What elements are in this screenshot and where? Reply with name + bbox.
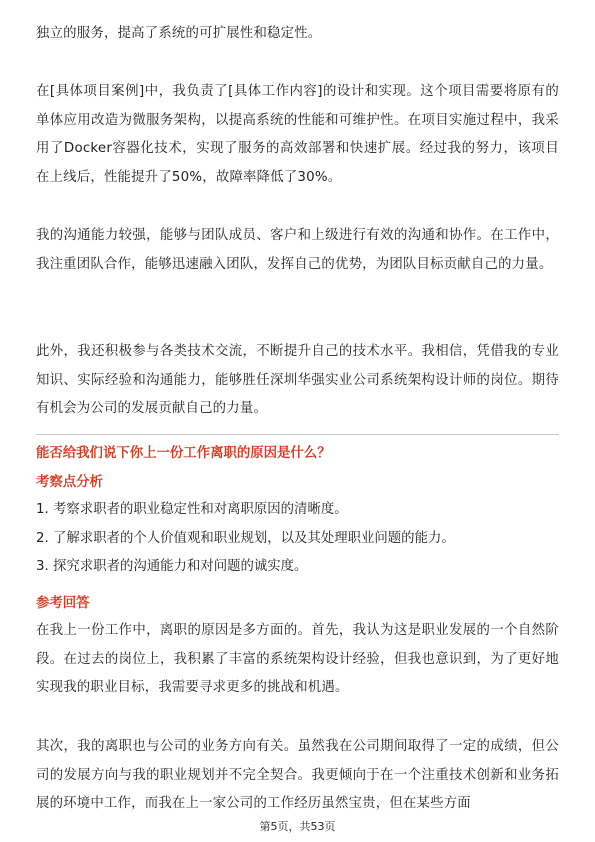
paragraph-closing: 此外，我还积极参与各类技术交流，不断提升自己的技术水平。我相信，凭借我的专业知识、实际经验和沟通能力，能够胜任深圳华强实业公司系统架构设计师的岗位。期待有机会为公司的发展贡献自己的力量。 — [36, 344, 559, 416]
paragraph-architecture-intro: 独立的服务，提高了系统的可扩展性和稳定性。 — [36, 26, 322, 41]
analysis-list — [36, 496, 559, 582]
paragraph-communication: 我的沟通能力较强，能够与团队成员、客户和上级进行有效的沟通和协作。在工作中，我注重团队合作，能够迅速融入团队，发挥自己的优势，为团队目标贡献自己的力量。 — [36, 228, 559, 272]
paragraph-project-case: 在[具体项目案例]中，我负责了[具体工作内容]的设计和实现。这个项目需要将原有的单体应用改造为微服务架构，以提高系统的性能和可维护性。在项目实施过程中，我采用了Docker容器化技术，实现了服务的高效部署和快速扩展。经过我的努力，该项目在上线后，性能提升了50%，故障率降低了30%。 — [36, 84, 559, 185]
list-item: 2. 了解求职者的个人价值观和职业规划，以及其处理职业问题的能力。 — [36, 530, 455, 546]
page-number: 第5页，共53页 — [259, 820, 336, 833]
answer-paragraph-1: 在我上一份工作中，离职的原因是多方面的。首先，我认为这是职业发展的一个自然阶段。在过去的岗位上，我积累了丰富的系统架构设计经验，但我也意识到，为了更好地实现我的职业目标，我需要寻求更多的挑战和机遇。 — [36, 623, 559, 695]
list-item: 1. 考察求职者的职业稳定性和对离职原因的清晰度。 — [36, 502, 348, 517]
analysis-title: 考察点分析 — [36, 475, 103, 490]
interview-question: 能否给我们说下你上一份工作离职的原因是什么？ — [36, 446, 331, 461]
answer-paragraph-2: 其次，我的离职也与公司的业务方向有关。虽然我在公司期间取得了一定的成绩，但公司的发展方向与我的职业规划并不完全契合。我更倾向于在一个注重技术创新和业务拓展的环境中工作，而我在上一家公司的工作经历虽然宝贵，但在某些方面 — [36, 739, 559, 811]
section-divider — [36, 434, 559, 435]
answer-title: 参考回答 — [36, 596, 90, 611]
list-item: 3. 探究求职者的沟通能力和对问题的诚实度。 — [36, 559, 308, 574]
